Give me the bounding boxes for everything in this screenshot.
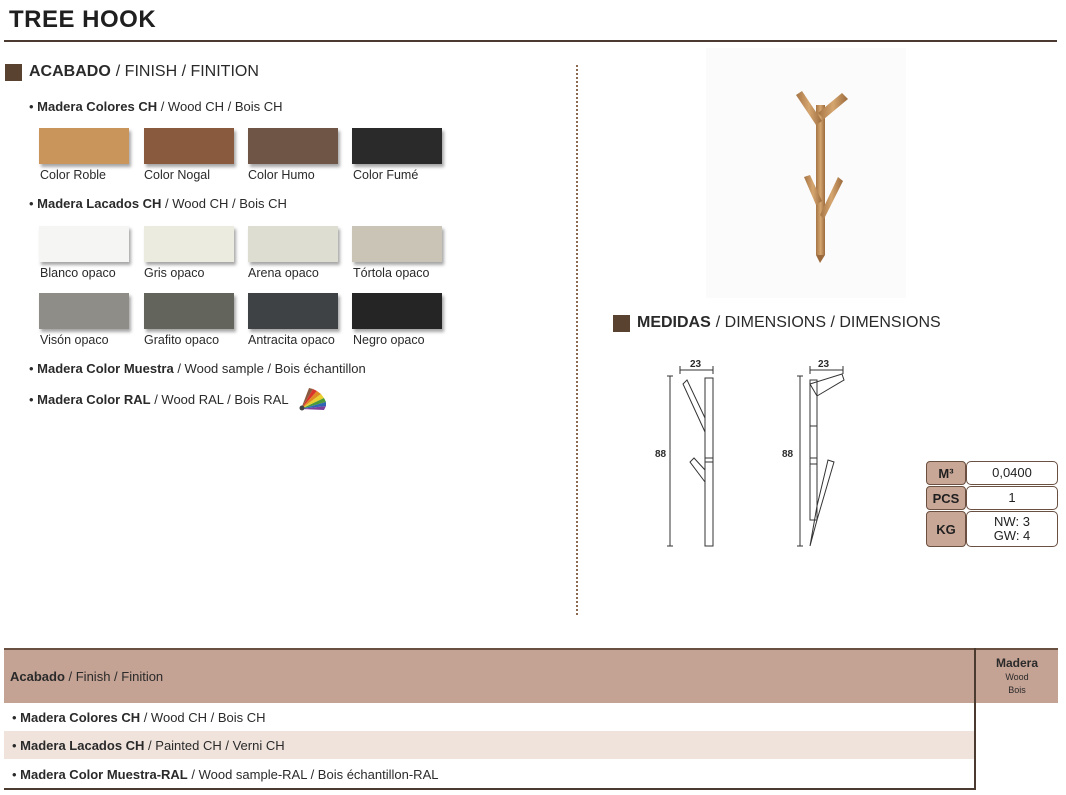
swatch-label: Gris opaco bbox=[144, 266, 205, 280]
spec-key-kg: KG bbox=[926, 511, 966, 547]
table-header-rest: / Finish / Finition bbox=[64, 669, 164, 684]
title-divider bbox=[4, 40, 1057, 42]
spec-value-m3 bbox=[966, 461, 1058, 485]
swatch-arena bbox=[248, 226, 338, 262]
spec-value-text: 0,0400 bbox=[992, 465, 1032, 480]
dimensions-heading-rest: / DIMENSIONS / DIMENSIONS bbox=[715, 314, 941, 331]
table-row-text: • Madera Color Muestra-RAL / Wood sample-RAL / Bois échantillon-RAL bbox=[12, 766, 439, 782]
dim-width-label: 23 bbox=[818, 359, 830, 370]
page-title: TREE HOOK bbox=[9, 6, 157, 33]
column-divider bbox=[576, 65, 578, 615]
swatch-antracita bbox=[248, 293, 338, 329]
spec-key-pcs: PCS bbox=[926, 486, 966, 510]
dim-height-label: 88 bbox=[782, 449, 794, 460]
row-rest: / Wood CH / Bois CH bbox=[140, 709, 266, 725]
table-header-label bbox=[10, 669, 163, 684]
swatch-label: Color Fumé bbox=[353, 168, 419, 182]
swatch-label: Color Humo bbox=[248, 168, 315, 182]
group-rest: / Wood CH / Bois CH bbox=[161, 196, 287, 211]
swatch-humo bbox=[248, 128, 338, 164]
swatch-blanco bbox=[39, 226, 129, 262]
group-bold: Madera Lacados CH bbox=[37, 196, 162, 211]
row-bold: Madera Color Muestra-RAL bbox=[20, 766, 188, 782]
column-sub-bois: Bois bbox=[1008, 685, 1026, 695]
swatch-label: Tórtola opaco bbox=[353, 266, 430, 280]
group-bold: Madera Color Muestra bbox=[37, 361, 174, 376]
swatch-label: Color Nogal bbox=[144, 168, 211, 182]
table-header bbox=[4, 648, 974, 703]
group-bold: Madera Color RAL bbox=[37, 392, 151, 407]
finish-heading-bold: ACABADO bbox=[29, 63, 111, 80]
swatch-label: Visón opaco bbox=[40, 333, 109, 347]
swatch-nogal bbox=[144, 128, 234, 164]
swatch-fume bbox=[352, 128, 442, 164]
swatch-vison bbox=[39, 293, 129, 329]
swatch-label: Grafito opaco bbox=[144, 333, 220, 347]
swatch-label: Antracita opaco bbox=[248, 333, 335, 347]
finish-group-ral: • Madera Color RAL / Wood RAL / Bois RAL bbox=[29, 392, 289, 407]
group-rest: / Wood RAL / Bois RAL bbox=[150, 392, 289, 407]
dimensions-heading bbox=[613, 314, 941, 332]
spec-value-kg bbox=[966, 511, 1058, 547]
table-row bbox=[4, 703, 974, 731]
ral-color-fan-icon bbox=[297, 385, 329, 413]
table-column-divider bbox=[974, 648, 976, 790]
table-row-text: • Madera Colores CH / Wood CH / Bois CH bbox=[12, 709, 266, 725]
group-rest: / Wood CH / Bois CH bbox=[157, 99, 283, 114]
row-bold: Madera Colores CH bbox=[20, 709, 141, 725]
table-bottom-rule bbox=[4, 788, 976, 790]
column-sub-wood: Wood bbox=[1005, 672, 1029, 682]
spec-value-nw: NW: 3 bbox=[994, 514, 1030, 529]
finish-group-sample: • Madera Color Muestra / Wood sample / Bois échantillon bbox=[29, 361, 366, 376]
table-column-header bbox=[976, 648, 1058, 703]
spec-value-gw: GW: 4 bbox=[993, 528, 1031, 543]
finish-heading-rest: / FINISH / FINITION bbox=[115, 63, 259, 80]
spec-key-m3: M³ bbox=[926, 461, 966, 485]
table-header-bold: Acabado bbox=[10, 669, 65, 684]
section-marker-icon bbox=[613, 315, 630, 332]
section-marker-icon bbox=[5, 64, 22, 81]
spec-value-pcs bbox=[966, 486, 1058, 510]
swatch-grafito bbox=[144, 293, 234, 329]
swatch-gris bbox=[144, 226, 234, 262]
swatch-label: Blanco opaco bbox=[40, 266, 116, 280]
column-title: Madera bbox=[995, 656, 1039, 670]
swatch-tortola bbox=[352, 226, 442, 262]
finish-group-wood: • Madera Colores CH / Wood CH / Bois CH bbox=[29, 99, 283, 114]
row-rest: / Painted CH / Verni CH bbox=[144, 737, 285, 753]
swatch-roble bbox=[39, 128, 129, 164]
table-row-text: • Madera Lacados CH / Painted CH / Verni CH bbox=[12, 737, 285, 753]
swatch-label: Color Roble bbox=[40, 168, 107, 182]
row-rest: / Wood sample-RAL / Bois échantillon-RAL bbox=[187, 766, 439, 782]
dimensions-heading-bold: MEDIDAS bbox=[637, 314, 711, 331]
row-bold: Madera Lacados CH bbox=[20, 737, 145, 753]
swatch-label: Arena opaco bbox=[248, 266, 319, 280]
finish-heading bbox=[5, 63, 259, 81]
finish-group-lacquer: • Madera Lacados CH / Wood CH / Bois CH bbox=[29, 196, 287, 211]
table-row bbox=[4, 731, 974, 759]
swatch-negro bbox=[352, 293, 442, 329]
tree-hook-image bbox=[780, 85, 860, 265]
group-bold: Madera Colores CH bbox=[37, 99, 158, 114]
spec-value-text: 1 bbox=[1008, 490, 1016, 505]
dim-width-label: 23 bbox=[690, 359, 702, 370]
swatch-label: Negro opaco bbox=[353, 333, 425, 347]
group-rest: / Wood sample / Bois échantillon bbox=[173, 361, 366, 376]
table-row bbox=[4, 760, 974, 788]
dim-height-label: 88 bbox=[655, 449, 667, 460]
